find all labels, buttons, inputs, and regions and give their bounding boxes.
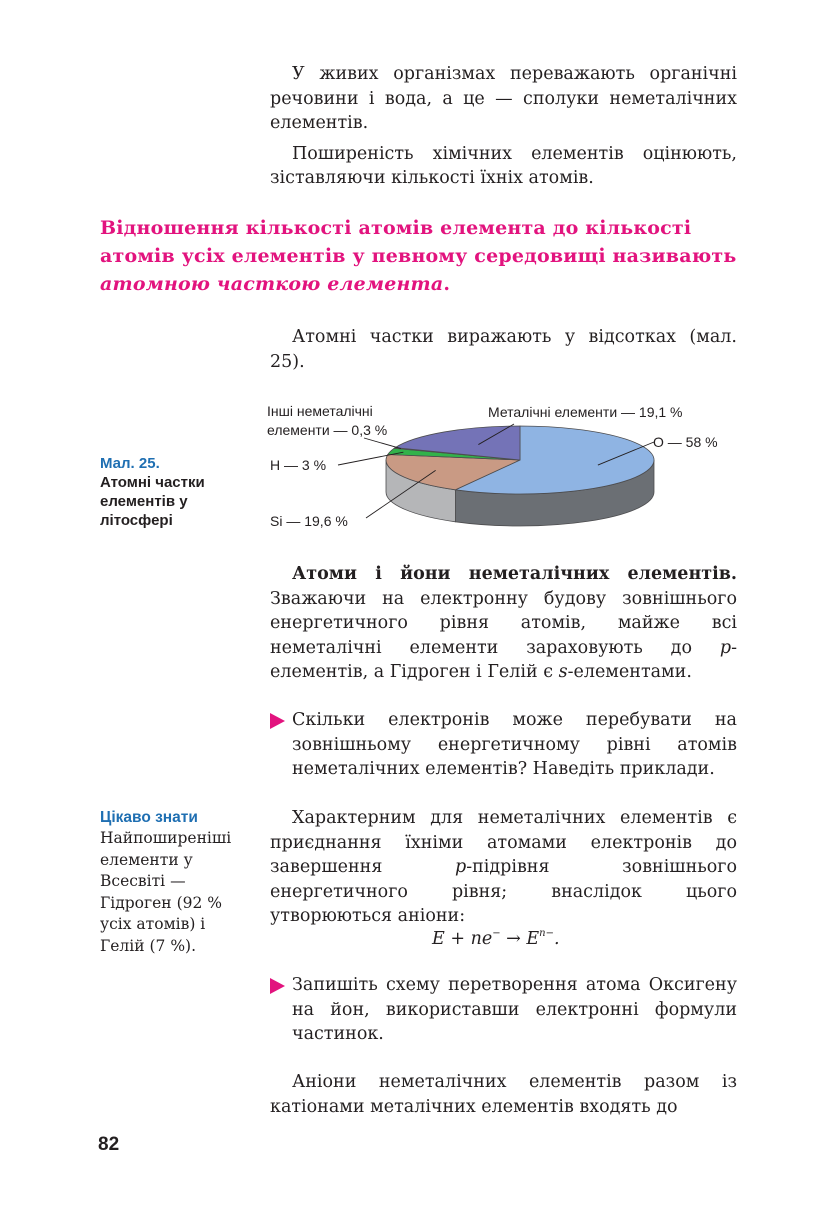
task-arrow-icon [270, 978, 285, 994]
intro-text [270, 62, 737, 191]
section-p-symbol: p [719, 637, 732, 658]
section-text-b: -елементів, а Гідроген і Гелій є [270, 637, 737, 682]
label-other-line1: Інші неметалічні [267, 403, 373, 419]
intro-paragraph-1: У живих організмах переважають органічні речовини і вода, а це — сполуки неметалічних елементів. [270, 64, 737, 133]
task-arrow-icon [270, 713, 285, 729]
section-text-a: Зважаючи на електронну будову зовнішнього енергетичного рівня атомів, майже всі неметалічні елементи зараховують до [270, 588, 737, 658]
definition-term: атомною часткою елемента [100, 273, 444, 295]
leader-other [364, 438, 401, 449]
pie-top [386, 426, 654, 494]
percent-text: Атомні частки виражають у відсотках (мал. 25). [270, 327, 737, 372]
label-h: H — 3 % [270, 457, 327, 473]
formula-sup-1: − [492, 928, 501, 939]
page-number: 82 [98, 1134, 120, 1155]
fact-text: Найпоширеніші елементи у Всесвіті — Гідроген (92 % усіх атомів) і Гелій (7 %). [100, 829, 232, 955]
task-1 [270, 708, 737, 782]
task-2 [270, 973, 737, 1047]
figure-caption-title: Мал. 25. [100, 455, 160, 472]
figure-caption [100, 454, 260, 530]
definition-block [100, 214, 740, 298]
anions-text-a: Характерним для неметалічних елементів є приєднання їхніми атомами електронів до завершення [270, 808, 737, 877]
interesting-fact [100, 808, 250, 957]
fact-title: Цікаво знати [100, 809, 198, 826]
definition-end: . [443, 273, 451, 295]
last-paragraph [270, 1070, 737, 1119]
task-1-text: Скільки електронів може перебувати на зовнішньому енергетичному рівні атомів неметалічних елементів? Наведіть приклади. [292, 710, 737, 779]
percent-paragraph [270, 325, 737, 374]
label-o: O — 58 % [653, 434, 718, 450]
anions-p-symbol: p [455, 857, 467, 877]
formula-end: . [554, 929, 560, 949]
anion-formula [432, 928, 560, 949]
label-other-line2: елементи — 0,3 % [267, 422, 388, 438]
section-lead: Атоми і йони неметалічних елементів. [292, 564, 737, 584]
intro-paragraph-2: Поширеність хімічних елементів оцінюють, зіставляючи кількості їхніх атомів. [270, 143, 737, 188]
section-s-symbol: s [558, 662, 568, 682]
last-text: Аніони неметалічних елементів разом із катіонами металічних елементів входять до [270, 1072, 737, 1117]
section-text-c: -елементами. [567, 662, 692, 682]
task-2-text: Запишіть схему перетворення атома Оксигену на йон, використавши електронні формули частинок. [292, 975, 737, 1044]
formula-left: E + ne [432, 929, 493, 949]
anions-text-b: -підрівня зовнішнього енергетичного рівня; внаслідок цього утворюються аніони: [270, 857, 738, 926]
label-metal: Металічні елементи — 19,1 % [488, 404, 683, 420]
definition-text: Відношення кількості атомів елемента до кількості атомів усіх елементів у певному середовищі називають [100, 217, 737, 267]
formula-sup-2: n− [539, 928, 554, 939]
anions-paragraph [270, 806, 737, 929]
section-paragraph [270, 562, 737, 685]
formula-arrow: → E [500, 929, 540, 949]
label-si: Si — 19,6 % [270, 513, 348, 529]
figure-caption-text: Атомні частки елементів у літосфері [100, 474, 205, 529]
anions-text [270, 806, 737, 929]
pie-chart [262, 398, 742, 538]
section-text [270, 562, 737, 685]
